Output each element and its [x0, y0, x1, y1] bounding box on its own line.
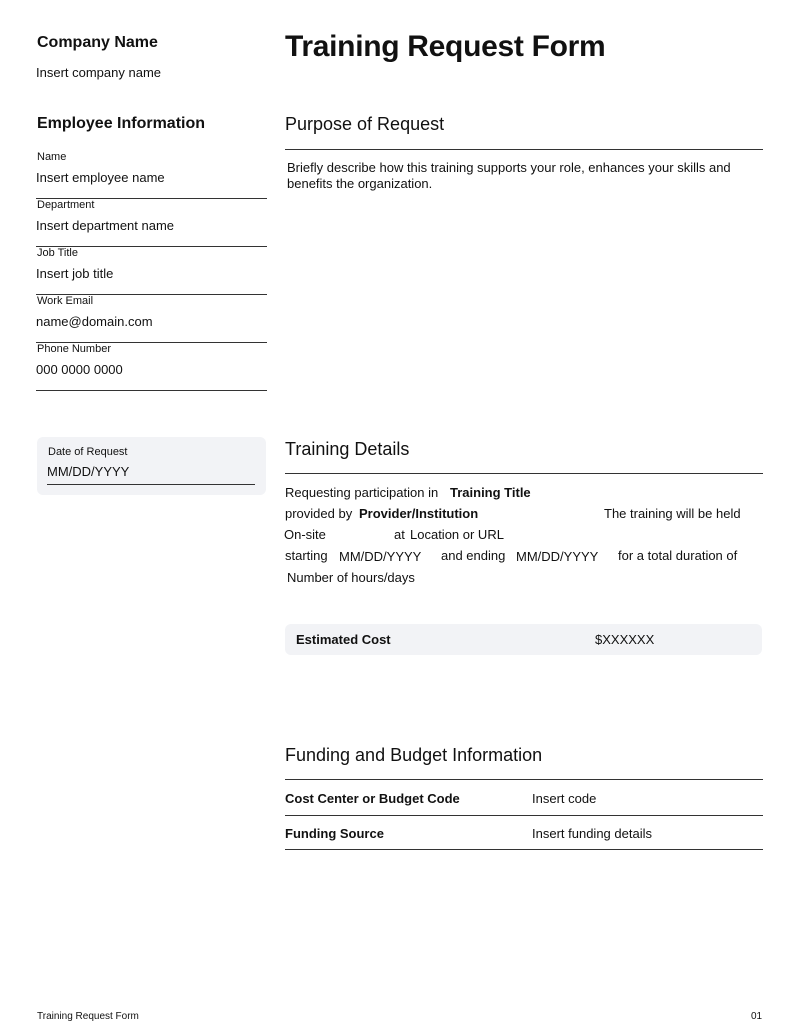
- location-field[interactable]: Location or URL: [410, 527, 504, 542]
- requesting-prefix: Requesting participation in: [285, 485, 439, 500]
- department-value[interactable]: Insert department name: [36, 218, 175, 233]
- date-of-request-label: Date of Request: [48, 446, 128, 458]
- provider-field[interactable]: Provider/Institution: [359, 506, 479, 521]
- employee-information-heading: Employee Information: [37, 115, 206, 132]
- cost-center-field[interactable]: Insert code: [532, 791, 597, 806]
- at-text: at: [394, 527, 405, 542]
- start-date-field[interactable]: MM/DD/YYYY: [339, 549, 422, 564]
- training-details-heading: Training Details: [285, 439, 410, 459]
- held-text: The training will be held: [604, 506, 741, 521]
- end-date-field[interactable]: MM/DD/YYYY: [516, 549, 599, 564]
- company-name-label: Company Name: [37, 34, 158, 51]
- work-email-value[interactable]: name@domain.com: [36, 314, 153, 329]
- provided-by-prefix: provided by: [285, 506, 353, 521]
- starting-text: starting: [285, 548, 328, 563]
- employee-name-field[interactable]: [36, 151, 267, 199]
- phone-number-field[interactable]: [36, 343, 267, 391]
- purpose-divider: [285, 149, 763, 150]
- job-title-value[interactable]: Insert job title: [36, 266, 114, 281]
- work-email-field[interactable]: [36, 295, 267, 343]
- training-mode-field[interactable]: On-site: [284, 527, 326, 542]
- phone-number-value[interactable]: 000 0000 0000: [36, 362, 123, 377]
- department-field[interactable]: [36, 199, 267, 247]
- purpose-heading: Purpose of Request: [285, 114, 445, 134]
- funding-divider-middle: [285, 815, 763, 816]
- cost-center-label: Cost Center or Budget Code: [285, 791, 460, 806]
- funding-divider-top: [285, 779, 763, 780]
- purpose-text-field[interactable]: Briefly describe how this training supports your role, enhances your skills and benefits the organization.: [287, 160, 731, 191]
- employee-name-label: Name: [37, 151, 67, 163]
- page-title: Training Request Form: [285, 30, 606, 63]
- duration-field[interactable]: Number of hours/days: [287, 570, 415, 585]
- estimated-cost-value[interactable]: $XXXXXX: [595, 632, 655, 647]
- job-title-field[interactable]: [36, 247, 267, 295]
- estimated-cost-box[interactable]: [285, 624, 762, 655]
- work-email-label: Work Email: [37, 295, 94, 307]
- duration-text: for a total duration of: [618, 548, 738, 563]
- training-title-field[interactable]: Training Title: [450, 485, 531, 500]
- date-of-request-box[interactable]: [37, 437, 266, 495]
- funding-source-field[interactable]: Insert funding details: [532, 826, 652, 841]
- job-title-label: Job Title: [37, 247, 78, 259]
- date-of-request-underline: [47, 484, 255, 485]
- department-label: Department: [37, 199, 95, 211]
- footer-title: Training Request Form: [37, 1011, 139, 1022]
- funding-heading: Funding and Budget Information: [285, 745, 543, 765]
- page-number: 01: [751, 1011, 763, 1022]
- training-details-divider: [285, 473, 763, 474]
- funding-source-label: Funding Source: [285, 826, 384, 841]
- funding-divider-bottom: [285, 849, 763, 850]
- estimated-cost-label: Estimated Cost: [296, 632, 391, 647]
- ending-text: and ending: [441, 548, 506, 563]
- phone-number-label: Phone Number: [37, 343, 111, 355]
- employee-name-value[interactable]: Insert employee name: [36, 170, 165, 185]
- date-of-request-value[interactable]: MM/DD/YYYY: [47, 464, 130, 479]
- company-name-field[interactable]: Insert company name: [36, 65, 162, 80]
